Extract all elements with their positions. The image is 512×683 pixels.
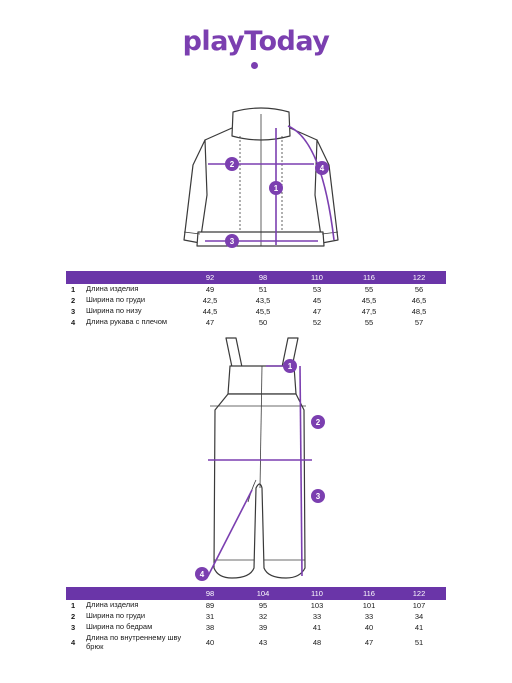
table-row xyxy=(66,317,446,328)
jacket-size-col: 92 xyxy=(205,273,215,282)
table-row xyxy=(66,295,446,306)
cell-value: 45,5 xyxy=(361,296,377,305)
overalls-size-col: 116 xyxy=(363,589,375,598)
jacket-size-col: 98 xyxy=(258,273,268,282)
table-row xyxy=(66,633,446,653)
table-row xyxy=(66,600,446,611)
cell-value: 45 xyxy=(312,296,322,305)
jacket-marker-2-label: 2 xyxy=(229,160,235,169)
cell-value: 44,5 xyxy=(202,307,218,316)
row-number: 2 xyxy=(71,296,76,305)
jacket-marker-3-label: 3 xyxy=(229,237,235,246)
row-number: 4 xyxy=(71,638,76,647)
overalls-marker-3-label: 3 xyxy=(315,492,321,501)
overalls-size-col: 110 xyxy=(311,589,323,598)
jacket-size-col: 116 xyxy=(363,273,375,282)
table-row xyxy=(66,306,446,317)
brand-logo: playToday xyxy=(182,26,330,57)
cell-value: 45,5 xyxy=(255,307,271,316)
jacket-table-header xyxy=(66,271,446,284)
cell-value: 34 xyxy=(414,612,424,621)
cell-value: 47 xyxy=(205,318,215,327)
cell-value: 51 xyxy=(258,285,268,294)
cell-value: 39 xyxy=(258,623,268,632)
cell-value: 47,5 xyxy=(361,307,377,316)
cell-value: 56 xyxy=(414,285,424,294)
overalls-illustration xyxy=(0,330,512,585)
overalls-marker-1-label: 1 xyxy=(287,362,293,371)
cell-value: 43 xyxy=(258,638,268,647)
jacket-marker-4-label: 4 xyxy=(319,164,325,173)
overalls-table-header xyxy=(66,587,446,600)
cell-value: 42,5 xyxy=(202,296,218,305)
cell-value: 53 xyxy=(312,285,322,294)
row-label: Длина рукава с плечом xyxy=(86,317,168,326)
row-number: 1 xyxy=(71,285,76,294)
cell-value: 57 xyxy=(414,318,424,327)
overalls-size-col: 98 xyxy=(205,589,215,598)
logo-dot xyxy=(251,62,258,69)
row-number: 1 xyxy=(71,601,76,610)
cell-value: 52 xyxy=(312,318,322,327)
cell-value: 89 xyxy=(205,601,215,610)
cell-value: 46,5 xyxy=(411,296,427,305)
row-number: 3 xyxy=(71,623,76,632)
cell-value: 33 xyxy=(364,612,374,621)
cell-value: 49 xyxy=(205,285,215,294)
table-row xyxy=(66,284,446,295)
jacket-size-col: 110 xyxy=(311,273,323,282)
cell-value: 48 xyxy=(312,638,322,647)
overalls-size-table xyxy=(66,587,446,653)
row-label: Ширина по низу xyxy=(86,306,142,315)
cell-value: 55 xyxy=(364,318,374,327)
cell-value: 47 xyxy=(364,638,374,647)
cell-value: 32 xyxy=(258,612,268,621)
jacket-size-table xyxy=(66,271,446,328)
cell-value: 47 xyxy=(312,307,322,316)
cell-value: 41 xyxy=(414,623,424,632)
overalls-marker-4-label: 4 xyxy=(199,570,205,579)
row-label: Длина изделия xyxy=(86,284,139,293)
row-number: 4 xyxy=(71,318,76,327)
row-number: 3 xyxy=(71,307,76,316)
table-row xyxy=(66,622,446,633)
overalls-marker-2-label: 2 xyxy=(315,418,321,427)
row-label: Ширина по бедрам xyxy=(86,622,153,631)
cell-value: 40 xyxy=(205,638,215,647)
row-label: Ширина по груди xyxy=(86,295,146,304)
jacket-marker-1-label: 1 xyxy=(273,184,279,193)
jacket-illustration xyxy=(0,100,512,260)
cell-value: 43,5 xyxy=(255,296,271,305)
jacket-size-col: 122 xyxy=(412,273,426,282)
cell-value: 101 xyxy=(362,601,376,610)
cell-value: 95 xyxy=(258,601,268,610)
cell-value: 41 xyxy=(312,623,322,632)
cell-value: 51 xyxy=(414,638,424,647)
cell-value: 103 xyxy=(310,601,324,610)
row-number: 2 xyxy=(71,612,76,621)
row-label: Длина изделия xyxy=(86,600,139,609)
cell-value: 107 xyxy=(412,601,426,610)
table-row xyxy=(66,611,446,622)
cell-value: 50 xyxy=(258,318,268,327)
cell-value: 31 xyxy=(205,612,215,621)
cell-value: 33 xyxy=(312,612,322,621)
cell-value: 38 xyxy=(205,623,215,632)
row-label: Ширина по груди xyxy=(86,611,146,620)
cell-value: 40 xyxy=(364,623,374,632)
row-label: Длина по внутреннему шву брюк xyxy=(86,633,182,651)
overalls-size-col: 122 xyxy=(412,589,426,598)
cell-value: 48,5 xyxy=(411,307,427,316)
overalls-size-col: 104 xyxy=(256,589,270,598)
cell-value: 55 xyxy=(364,285,374,294)
